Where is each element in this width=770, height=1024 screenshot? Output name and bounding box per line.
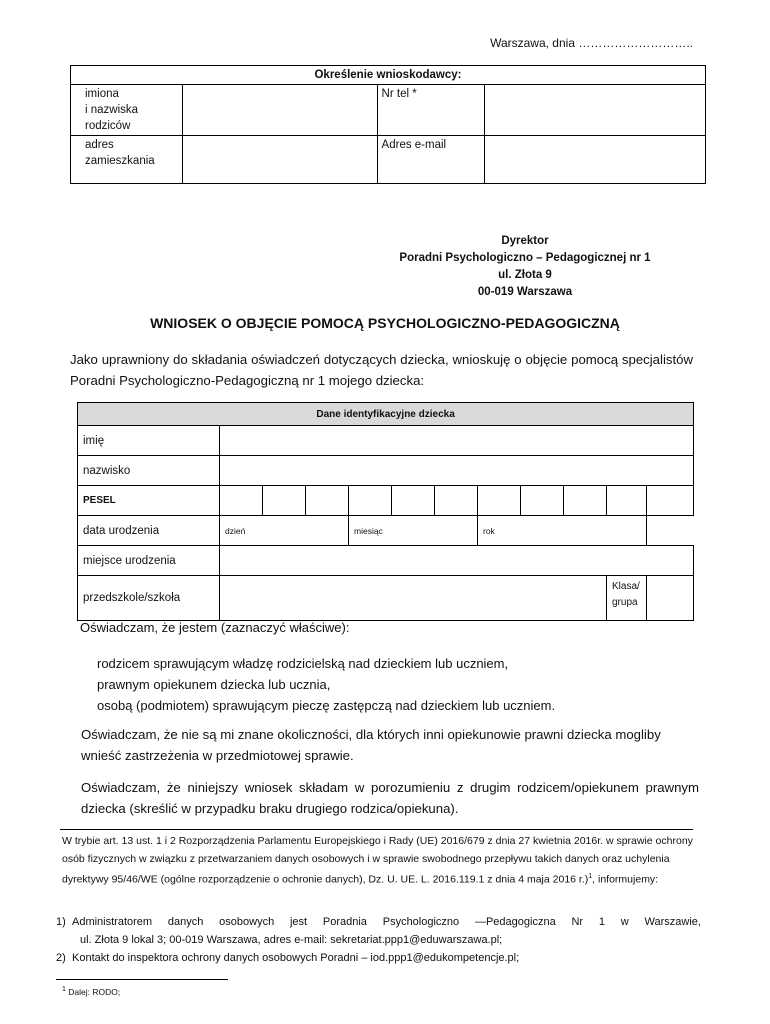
birthplace-label: miejsce urodzenia: [78, 546, 220, 576]
applicant-table: [70, 65, 706, 184]
phone-field[interactable]: [485, 85, 706, 136]
pesel-digit-box[interactable]: [647, 486, 694, 516]
declaration-intro: Oświadczam, że jestem (zaznaczyć właściwe):: [80, 620, 350, 635]
checkbox-icon[interactable]: [75, 653, 97, 674]
last-name-label: nazwisko: [78, 456, 220, 486]
email-label: Adres e-mail: [377, 136, 485, 184]
footnote-text: Dalej: RODO;: [68, 986, 121, 997]
address-label: adres zamieszkania: [71, 136, 183, 184]
child-data-table: [77, 402, 694, 621]
child-table-title: Dane identyfikacyjne dziecka: [78, 403, 694, 426]
recipient-line-1: Dyrektor: [501, 235, 549, 247]
guardian-option-parent[interactable]: [75, 653, 555, 674]
pesel-label: PESEL: [78, 486, 220, 516]
dob-label: data urodzenia: [78, 516, 220, 546]
gdpr-item-1: [56, 913, 701, 931]
gdpr-item-2-text: Kontakt do inspektora ochrony danych osobowych Poradni – iod.ppp1@edukompetencje.pl;: [72, 952, 520, 964]
gdpr-item-number: 2): [56, 952, 66, 964]
pesel-digit-box[interactable]: [607, 486, 647, 516]
statement-agreement: Oświadczam, że niniejszy wniosek składam w porozumieniu z drugim rodzicem/opiekunem prawnym dziecka (skreślić w przypadku braku drugiego rodzica/opiekuna).: [81, 780, 699, 816]
pesel-digit-box[interactable]: [263, 486, 306, 516]
document-title: WNIOSEK O OBJĘCIE POMOCĄ PSYCHOLOGICZNO-PEDAGOGICZNĄ: [150, 315, 620, 331]
pesel-digit-box[interactable]: [392, 486, 435, 516]
footnote-ref: 1: [588, 873, 593, 880]
parents-names-label: imiona i nazwiska rodziców: [71, 85, 183, 136]
dob-month-field[interactable]: [349, 516, 478, 546]
gdpr-item-1-line-2: ul. Złota 9 lokal 3; 00-019 Warszawa, adres e-mail: sekretariat.ppp1@eduwarszawa.pl;: [80, 934, 503, 946]
gdpr-intro-text: W trybie art. 13 ust. 1 i 2 Rozporządzenia Parlamentu Europejskiego i Rady (UE) 2016/679 z dnia 27 kwietnia 2016r. w sprawie ochrony osób fizycznych w związku z przetwarzaniem danych osobowych i w sprawie swobodnego przepływu takich danych oraz uchylenia dyrektywy 95/46/WE (ogólne rozporządzenie o ochronie danych), Dz. U. UE. L. 2016.119.1 z dnia 4 maja 2016 r.): [62, 835, 693, 886]
gdpr-item-1-line-1: Administratorem danych osobowych jest Poradnia Psychologiczno —Pedagogiczna Nr 1 w Warszawie,: [72, 916, 701, 928]
birthplace-field[interactable]: [220, 546, 694, 576]
recipient-line-3: ul. Złota 9: [498, 269, 552, 281]
pesel-digit-box[interactable]: [220, 486, 263, 516]
recipient-block: [380, 233, 670, 301]
footnote-divider: [56, 979, 228, 980]
school-field[interactable]: [220, 576, 607, 621]
recipient-line-4: 00-019 Warszawa: [477, 286, 573, 298]
class-field[interactable]: [647, 576, 694, 621]
guardian-options: [75, 653, 555, 716]
statement-no-objections: Oświadczam, że nie są mi znane okoliczności, dla których inni opiekunowie prawni dziecka mogliby wnieść zastrzeżenia w przedmiotowej sprawie.: [81, 727, 661, 763]
address-field[interactable]: [182, 136, 377, 184]
checkbox-icon[interactable]: [75, 695, 97, 716]
pesel-digit-box[interactable]: [521, 486, 564, 516]
gdpr-item-1-cont: [56, 931, 701, 949]
recipient-line-2: Poradni Psychologiczno – Pedagogicznej nr 1: [399, 252, 651, 264]
guardian-option-foster-care[interactable]: [75, 695, 555, 716]
parents-names-field[interactable]: [182, 85, 377, 136]
gdpr-list: [56, 913, 701, 967]
dob-year-label: rok: [483, 525, 495, 536]
option-label: prawnym opiekunem dziecka lub ucznia,: [97, 677, 331, 692]
gdpr-intro: [62, 833, 697, 889]
dob-day-label: dzień: [225, 525, 246, 536]
footnote-number: 1: [62, 986, 66, 993]
footnote: [62, 986, 120, 997]
guardian-option-legal-guardian[interactable]: [75, 674, 555, 695]
section-divider: [60, 829, 693, 830]
gdpr-intro-end: , informujemy:: [592, 873, 659, 886]
intro-paragraph: Jako uprawniony do składania oświadczeń dotyczących dziecka, wnioskuję o objęcie pomocą specjalistów Poradni Psychologiczno-Pedagogiczną nr 1 mojego dziecka:: [70, 352, 693, 388]
pesel-digit-box[interactable]: [435, 486, 478, 516]
gdpr-item-number: 1): [56, 916, 66, 928]
applicant-table-title: Określenie wnioskodawcy:: [71, 66, 706, 85]
last-name-field[interactable]: [220, 456, 694, 486]
phone-label: Nr tel *: [377, 85, 485, 136]
pesel-digit-box[interactable]: [349, 486, 392, 516]
school-label: przedszkole/szkoła: [78, 576, 220, 621]
pesel-digit-box[interactable]: [564, 486, 607, 516]
email-field[interactable]: [485, 136, 706, 184]
pesel-digit-box[interactable]: [306, 486, 349, 516]
dob-year-field[interactable]: [478, 516, 647, 546]
checkbox-icon[interactable]: [75, 674, 97, 695]
gdpr-item-2: [56, 949, 701, 967]
option-label: osobą (podmiotem) sprawującym pieczę zastępczą nad dzieckiem lub uczniem.: [97, 698, 556, 713]
class-label: Klasa/ grupa: [607, 576, 647, 621]
first-name-field[interactable]: [220, 426, 694, 456]
dob-day-field[interactable]: [220, 516, 349, 546]
option-label: rodzicem sprawującym władzę rodzicielską nad dzieckiem lub uczniem,: [97, 656, 509, 671]
pesel-digit-box[interactable]: [478, 486, 521, 516]
place-date-line: Warszawa, dnia ………………………..: [490, 36, 693, 50]
dob-month-label: miesiąc: [354, 525, 383, 536]
first-name-label: imię: [78, 426, 220, 456]
